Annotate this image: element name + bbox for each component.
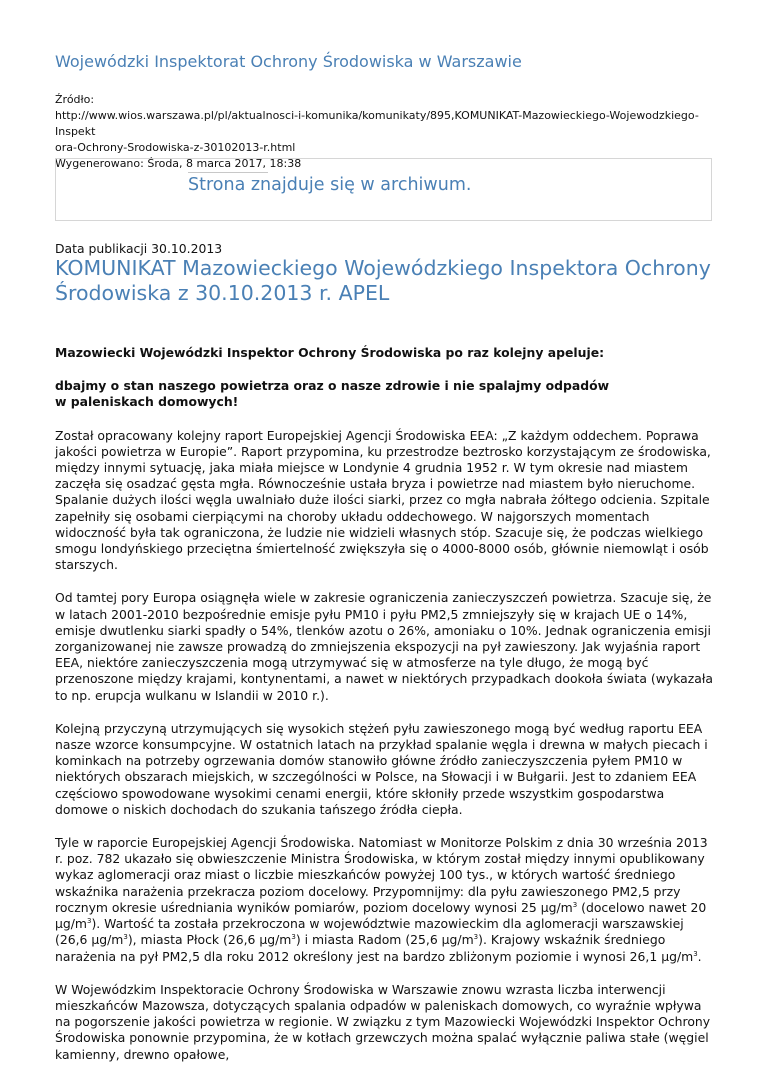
superscript: 3: [123, 933, 128, 942]
paragraph-2: Od tamtej pory Europa osiągnęła wiele w zakresie ograniczenia zanieczyszczeń powietrza. Szacuje się, że w latach 2001-2010 bezpośrednie emisje pyłu PM10 i pyłu PM2,5 zmniejszyły się w krajach UE o 14%, emisje dwutlenku siarki spadły o 54%, tlenków azotu o 26%, amoniaku o 10%. Jednak ograniczenia emisji zorganizowanej nie zawsze prowadzą do zmniejszenia ekspozycji na pył zawieszony. Jak wyjaśnia raport EEA, niektóre zanieczyszczenia mogą utrzymywać się w atmosferze na tyle długo, że mogą być przenoszone między krajami, kontynentami, a nawet w niektórych przypadkach dookoła świata (wykazała to np. erupcja wulkanu w Islandii w 2010 r.).: [55, 590, 713, 703]
publication-date: Data publikacji 30.10.2013: [55, 241, 223, 256]
p4-part-a: Tyle w raporcie Europejskiej Agencji Środowiska. Natomiast w Monitorze Polskim z dnia 30 września 2013 r. poz. 782 ukazało się obwieszczenie Ministra Środowiska, w którym został między innymi opublikowany wykaz aglomeracji oraz miast o liczbie mieszkańców powyżej 100 tys., w których wartość średniego wskaźnika narażenia przekracza poziom docelowy. Przypomnijmy: dla pyłu zawieszonego PM2,5 przy rocznym okresie uśredniania wyników pomiarów, poziom docelowy wynosi 25 µg/m: [55, 835, 708, 915]
source-url-line2: ora-Ochrony-Srodowiska-z-30102013-r.html: [55, 141, 296, 154]
paragraph-4: [55, 835, 715, 965]
p4-part-b: (docelowo nawet 20 µg/m: [55, 899, 707, 932]
source-label: Źródło:: [55, 93, 95, 106]
superscript: 3: [291, 933, 296, 942]
p4-part-e: ) i miasta Radom (25,6 µg/m: [295, 932, 474, 948]
generated-date: Wygenerowano: Środa, 8 marca 2017, 18:38: [55, 157, 302, 170]
p4-part-d: ), miasta Płock (26,6 µg/m: [127, 932, 292, 948]
p4-part-g: .: [697, 948, 702, 964]
superscript: 3: [572, 900, 578, 909]
archive-divider: [188, 172, 268, 173]
page: [0, 0, 768, 172]
superscript: 3: [87, 916, 92, 925]
appeal-paragraph: [55, 378, 715, 410]
archive-notice-box: [55, 158, 712, 221]
appeal-line2: w paleniskach domowych!: [55, 394, 239, 410]
p4-part-c: ). Wartość ta została przekroczona w województwie mazowieckim dla aglomeracji warszawskiej (26,6 µg/m: [55, 916, 684, 948]
paragraph-3: Kolejną przyczyną utrzymujących się wysokich stężeń pyłu zawieszonego mogą być według raportu EEA nasze wzorce konsumpcyjne. W ostatnich latach na przykład spalanie węgla i drewna w małych piecach i kominkach na potrzeby ogrzewania domów stanowiło główne źródło zanieczyszczenia pyłem PM10 w niektórych obszarach miejskich, w szczególności w Polsce, na Słowacji i w Bułgarii. Jest to zdaniem EEA częściowo spowodowane wysokimi cenami energii, które skłoniły przede wszystkim gospodarstwa domowe o niskich dochodach do szukania tańszego źródła ciepła.: [55, 720, 708, 817]
superscript: 3: [693, 949, 698, 958]
headline-line2: Środowiska z 30.10.2013 r. APEL: [55, 281, 390, 305]
appeal-line1: dbajmy o stan naszego powietrza oraz o nasze zdrowie i nie spalajmy odpadów: [55, 378, 610, 394]
article-body: [55, 345, 715, 1080]
p4-part-f: ). Krajowy wskaźnik średniego narażenia na pył PM2,5 dla roku 2012 określony jest na bardzo zbliżonym poziomie i wynosi 26,1 µg/m: [55, 932, 694, 964]
site-title: Wojewódzki Inspektorat Ochrony Środowiska w Warszawie: [55, 52, 522, 71]
headline-line1: KOMUNIKAT Mazowieckiego Wojewódzkiego Inspektora Ochrony: [55, 256, 711, 280]
source-url-line1: http://www.wios.warszawa.pl/pl/aktualnosci-i-komunika/komunikaty/895,KOMUNIKAT-Mazowieckiego-Wojewodzkiego-Inspekt: [55, 109, 699, 138]
intro-paragraph: Mazowiecki Wojewódzki Inspektor Ochrony Środowiska po raz kolejny apeluje:: [55, 345, 605, 360]
paragraph-5: W Wojewódzkim Inspektoracie Ochrony Środowiska w Warszawie znowu wzrasta liczba interwencji mieszkańców Mazowsza, dotyczących spalania odpadów w paleniskach domowych, co wyraźnie wpływa na pogorszenie jakości powietrza w regionie. W związku z tym Mazowiecki Wojewódzki Inspektor Ochrony Środowiska ponownie przypomina, że w kotłach grzewczych można spalać wyłącznie paliwa stałe (węgiel kamienny, drewno opałowe,: [55, 981, 711, 1062]
paragraph-1: Został opracowany kolejny raport Europejskiej Agencji Środowiska EEA: „Z każdym oddechem. Poprawa jakości powietrza w Europie”. Raport przypomina, ku przestrodze beztrosko korzystającym ze środowiska, między innymi sytuację, jaka miała miejsce w Londynie 4 grudnia 1952 r. W tym okresie nad miastem zaczęła się osadzać gęsta mgła. Równocześnie ustała bryza i powietrze nad miastem było nieruchome. Spalanie dużych ilości węgla uwalniało duże ilości siarki, przez co mgła nabrała żółtego odcienia. Szpitale zapełniły się osobami cierpiącymi na choroby układu oddechowego. W najgorszych momentach widoczność była tak ograniczona, że ludzie nie widzieli własnych stóp. Szacuje się, że podczas wielkiego smogu londyńskiego przeciętna śmiertelność zwiększyła się o 4000-8000 osób, głównie niemowląt i osób starszych.: [55, 427, 711, 573]
superscript: 3: [473, 933, 479, 942]
article-headline: [55, 256, 715, 306]
archive-notice: Strona znajduje się w archiwum.: [188, 175, 472, 195]
